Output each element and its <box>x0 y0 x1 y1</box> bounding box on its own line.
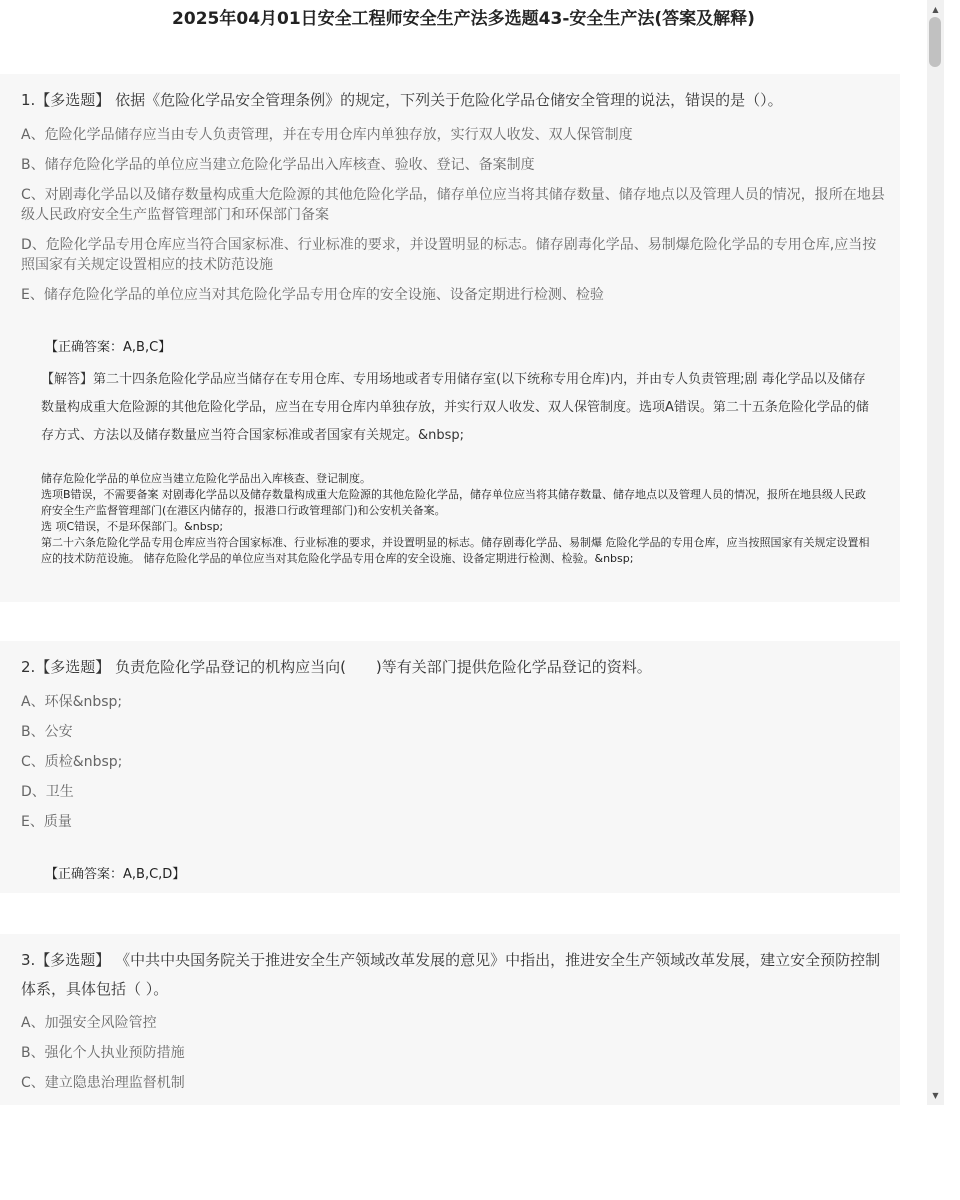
scroll-down-arrow-icon[interactable]: ▼ <box>932 1091 939 1100</box>
option-d: D、卫生 <box>21 784 74 800</box>
question-card <box>0 934 900 1105</box>
note-line: 选项B错误，不需要备案 对剧毒化学品以及储存数量构成重大危险源的其他危险化学品，储存单位应当将其储存数量、储存地点以及管理人员的情况，报所在地县级人民政府安全生产监督管理部门(在港区内储存的，报港口行政管理部门)和公安机关备案。 <box>41 488 867 517</box>
question-stem: 1.【多选题】 依据《危险化学品安全管理条例》的规定，下列关于危险化学品仓储安全管理的说法，错误的是（）。 <box>21 91 783 109</box>
correct-answer: 【正确答案：A,B,C】 <box>45 340 172 355</box>
note-line: 选 项C错误，不是环保部门。&nbsp; <box>41 520 224 533</box>
page-title: 2025年04月01日安全工程师安全生产法多选题43-安全生产法(答案及解释) <box>172 9 755 29</box>
question-card <box>0 74 900 602</box>
scroll-up-arrow-icon[interactable]: ▲ <box>932 5 939 14</box>
option-a: A、加强安全风险管控 <box>21 1015 157 1031</box>
option-d: D、危险化学品专用仓库应当符合国家标准、行业标准的要求，并设置明显的标志。储存剧毒化学品、易制爆危险化学品的专用仓库,应当按照国家有关规定设置相应的技术防范设施 <box>21 237 877 273</box>
note-line: 第二十六条危险化学品专用仓库应当符合国家标准、行业标准的要求，并设置明显的标志。储存剧毒化学品、易制爆 危险化学品的专用仓库，应当按照国家有关规定设置相应的技术防范设施。 储存危险化学品的单位应当对其危险化学品专用仓库的安全设施、设备定期进行检测、检验。&nbsp; <box>41 536 870 565</box>
scroll-thumb[interactable] <box>929 17 941 67</box>
option-a: A、环保&nbsp; <box>21 694 123 710</box>
option-b: B、公安 <box>21 724 73 740</box>
option-c: C、质检&nbsp; <box>21 754 123 770</box>
question-stem: 2.【多选题】 负责危险化学品登记的机构应当向( )等有关部门提供危险化学品登记的资料。 <box>21 658 652 676</box>
note-line: 储存危险化学品的单位应当建立危险化学品出入库核查、登记制度。 <box>41 472 371 485</box>
correct-answer: 【正确答案：A,B,C,D】 <box>45 867 186 882</box>
option-e: E、储存危险化学品的单位应当对其危险化学品专用仓库的安全设施、设备定期进行检测、检验 <box>21 287 604 303</box>
option-e: E、质量 <box>21 814 72 830</box>
question-stem: 3.【多选题】 《中共中央国务院关于推进安全生产领域改革发展的意见》中指出，推进安全生产领域改革发展，建立安全预防控制体系，具体包括（ ）。 <box>21 951 881 998</box>
explanation: 【解答】第二十四条危险化学品应当储存在专用仓库、专用场地或者专用储存室(以下统称专用仓库)内，并由专人负责管理;剧 毒化学品以及储存数量构成重大危险源的其他危险化学品，应当在专用仓库内单独存放，并实行双人收发、双人保管制度。选项A错误。第二十五条危险化学品的储存方式、方法以及储存数量应当符合国家标准或者国家有关规定。&nbsp; <box>41 372 869 443</box>
option-b: B、储存危险化学品的单位应当建立危险化学品出入库核查、验收、登记、备案制度 <box>21 157 535 173</box>
option-a: A、危险化学品储存应当由专人负责管理，并在专用仓库内单独存放，实行双人收发、双人保管制度 <box>21 127 633 143</box>
vertical-scrollbar[interactable] <box>927 0 944 1105</box>
explanation-notes <box>41 471 874 567</box>
option-c: C、对剧毒化学品以及储存数量构成重大危险源的其他危险化学品，储存单位应当将其储存数量、储存地点以及管理人员的情况，报所在地县级人民政府安全生产监督管理部门和环保部门备案 <box>21 187 885 223</box>
question-card <box>0 641 900 893</box>
option-c: C、建立隐患治理监督机制 <box>21 1075 185 1091</box>
option-b: B、强化个人执业预防措施 <box>21 1045 185 1061</box>
